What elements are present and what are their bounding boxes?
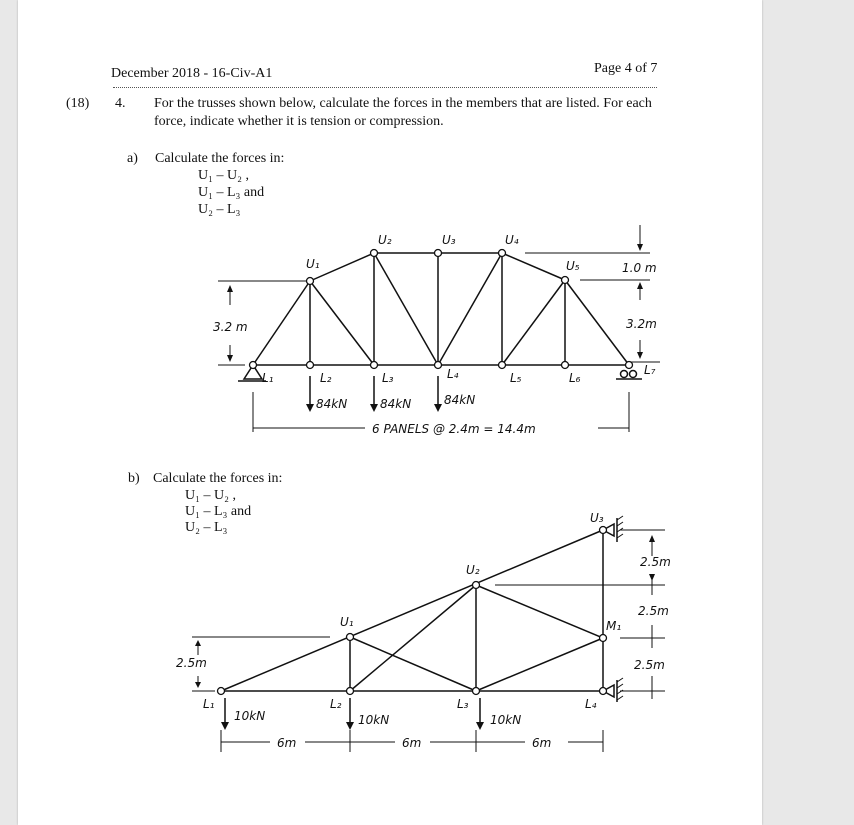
node-u5-label: U₅	[566, 259, 580, 273]
node-b-u1-label: U₁	[340, 615, 354, 629]
part-a-prompt: Calculate the forces in:	[155, 151, 285, 166]
node-l2-label: L₂	[320, 371, 332, 385]
node-l1-label: L₁	[262, 371, 274, 385]
dim-b-panel-1: 6m	[277, 736, 297, 750]
load-3-label: 84kN	[444, 393, 476, 407]
dim-height-label: 3.2 m	[213, 320, 248, 334]
node-b-m1-label: M₁	[606, 619, 622, 633]
header-left: December 2018 - 16-Civ-A1	[111, 66, 273, 81]
part-b-member-3: U₂ – L₃	[185, 520, 228, 535]
dim-top-right-label: 1.0 m	[622, 261, 657, 275]
dim-b-panel-2: 6m	[402, 736, 422, 750]
part-a-member-3: U₂ – L₃	[198, 202, 241, 217]
question-marks: (18)	[66, 96, 90, 111]
node-u1-label: U₁	[306, 257, 320, 271]
dim-b-left: 2.5m	[176, 656, 207, 670]
load-1-label: 84kN	[316, 397, 348, 411]
node-u2-label: U₂	[378, 233, 392, 247]
dim-b-right-2: 2.5m	[638, 604, 669, 618]
node-l6-label: L₆	[569, 371, 581, 385]
node-l3-label: L₃	[382, 371, 394, 385]
question-text-line1: For the trusses shown below, calculate the forces in the members that are listed. For each	[154, 96, 652, 111]
load-b-1-label: 10kN	[234, 709, 266, 723]
load-2-label: 84kN	[380, 397, 412, 411]
node-u4-label: U₄	[505, 233, 519, 247]
document-page	[18, 0, 762, 825]
part-b-member-2: U₁ – L₃ and	[185, 504, 252, 519]
part-b-member-1: U₁ – U₂ ,	[185, 488, 236, 503]
header-right: Page 4 of 7	[594, 61, 658, 76]
node-l7-label: L₇	[644, 363, 656, 377]
dim-b-right-3: 2.5m	[634, 658, 665, 672]
node-b-l3-label: L₃	[457, 697, 469, 711]
load-b-2-label: 10kN	[358, 713, 390, 727]
dim-b-right-1: 2.5m	[640, 555, 671, 569]
load-b-3-label: 10kN	[490, 713, 522, 727]
node-b-u2-label: U₂	[466, 563, 480, 577]
dim-b-panel-3: 6m	[532, 736, 552, 750]
node-b-l4-label: L₄	[585, 697, 597, 711]
part-b-prompt: Calculate the forces in:	[153, 471, 283, 486]
part-a-label: a)	[127, 151, 138, 166]
dim-right-label: 3.2m	[626, 317, 657, 331]
node-b-l1-label: L₁	[203, 697, 215, 711]
node-b-l2-label: L₂	[330, 697, 342, 711]
question-text-line2: force, indicate whether it is tension or compression.	[154, 114, 444, 129]
node-b-u3-label: U₃	[590, 511, 604, 525]
node-l5-label: L₅	[510, 371, 522, 385]
part-b-label: b)	[128, 471, 140, 486]
question-number: 4.	[115, 96, 126, 111]
part-a-member-1: U₁ – U₂ ,	[198, 168, 249, 183]
node-u3-label: U₃	[442, 233, 456, 247]
part-a-member-2: U₁ – L₃ and	[198, 185, 265, 200]
node-l4-label: L₄	[447, 367, 459, 381]
truss-b-diagram	[18, 0, 762, 825]
dim-span-label: 6 PANELS @ 2.4m = 14.4m	[372, 422, 536, 436]
